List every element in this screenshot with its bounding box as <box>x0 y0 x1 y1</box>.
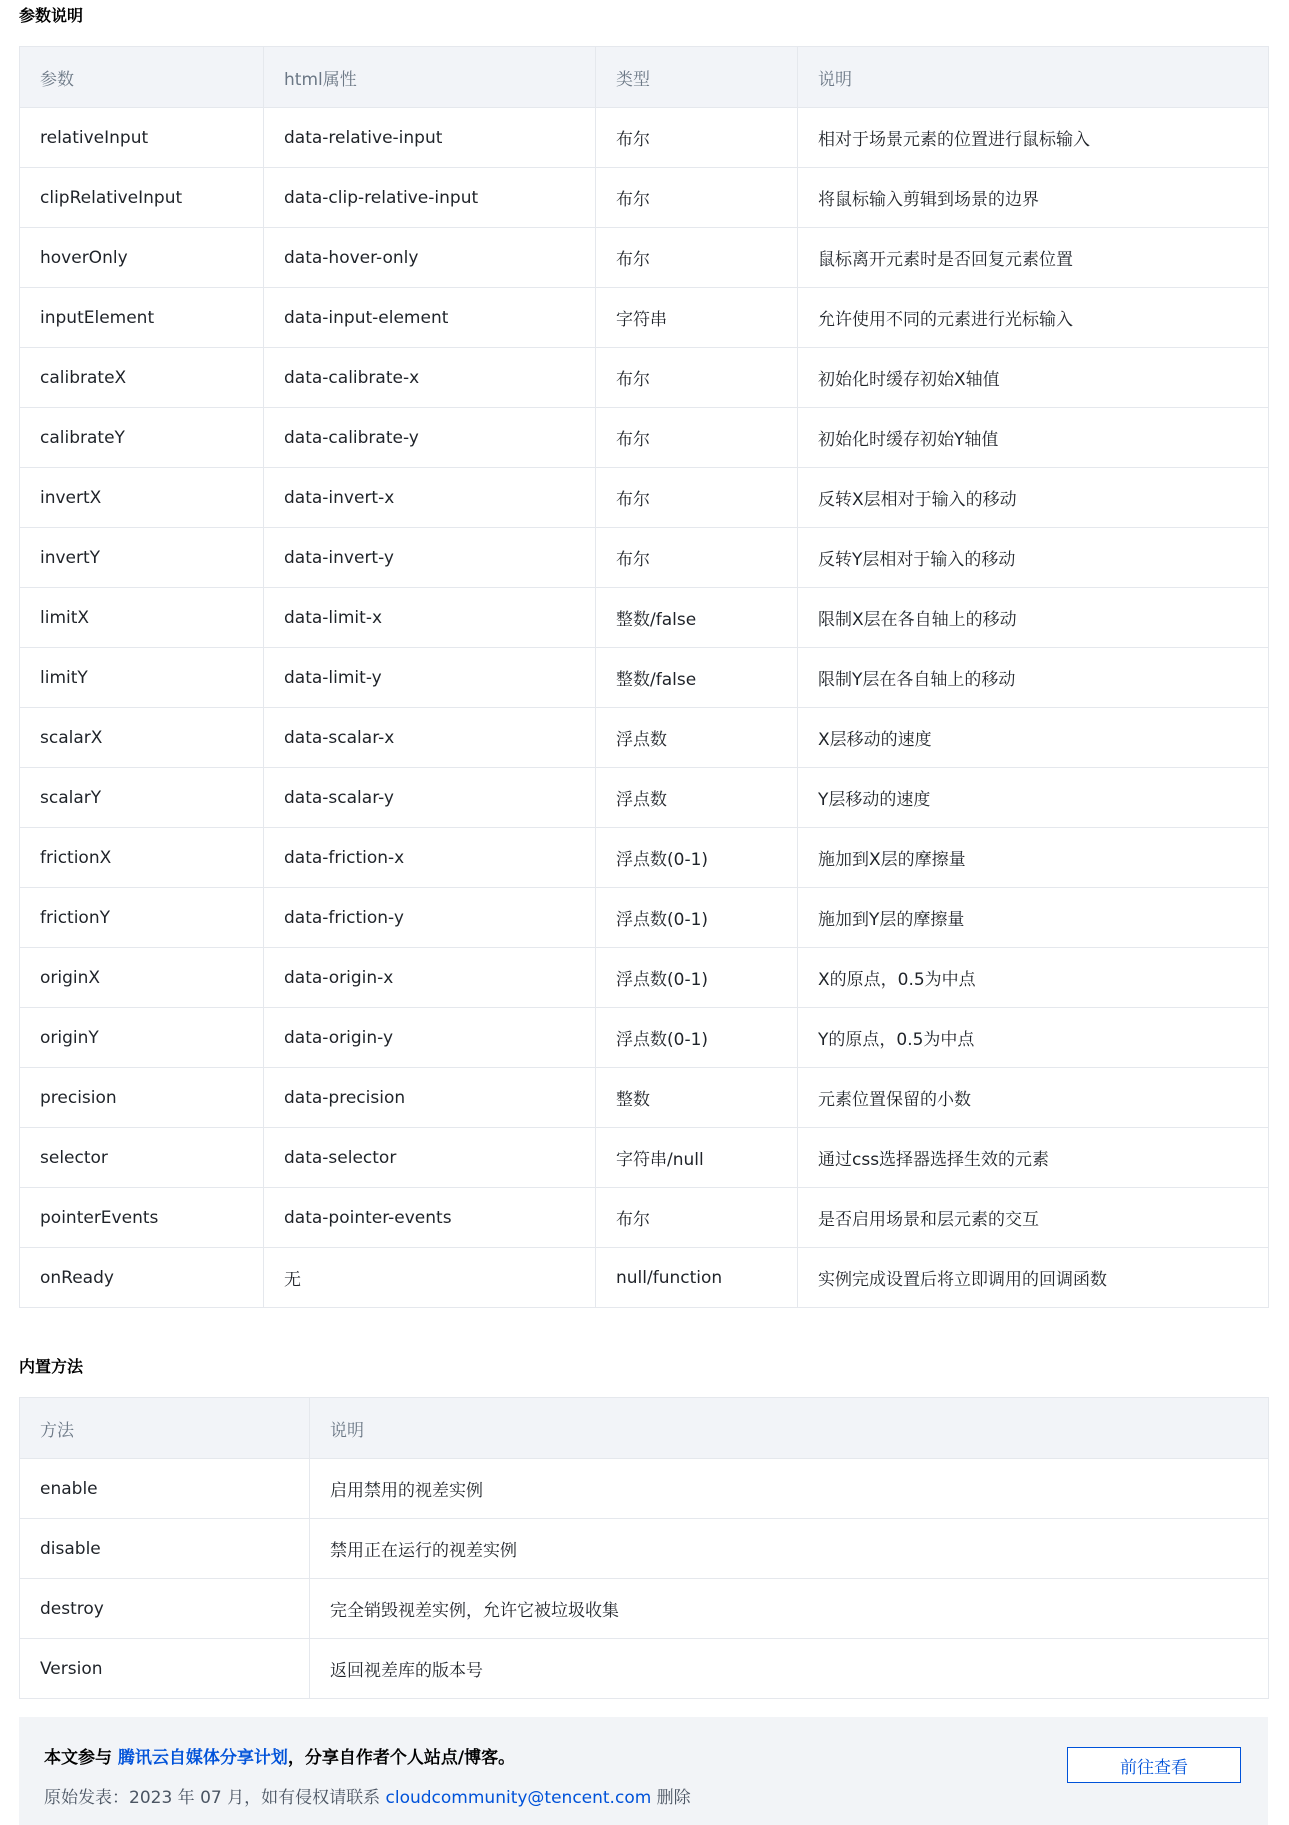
publish-prefix: 原始发表：2023 年 07 月，如有侵权请联系 <box>44 1788 386 1808</box>
header-method: 方法 <box>20 1398 310 1459</box>
method-name-cell: enable <box>20 1459 310 1519</box>
table-row <box>20 1248 1269 1308</box>
html-attr-cell: data-input-element <box>264 288 596 348</box>
table-row <box>20 1459 1269 1519</box>
type-cell: 字符串 <box>596 288 798 348</box>
table-row <box>20 1008 1269 1068</box>
header-type: 类型 <box>596 47 798 108</box>
view-original-button[interactable]: 前往查看 <box>1067 1747 1241 1783</box>
table-row <box>20 1579 1269 1639</box>
description-cell: 相对于场景元素的位置进行鼠标输入 <box>798 108 1269 168</box>
html-attr-cell: data-clip-relative-input <box>264 168 596 228</box>
table-row <box>20 648 1269 708</box>
table-row <box>20 288 1269 348</box>
table-row <box>20 1188 1269 1248</box>
original-publish-line <box>44 1783 691 1808</box>
table-row <box>20 168 1269 228</box>
description-cell: 是否启用场景和层元素的交互 <box>798 1188 1269 1248</box>
param-name-cell: hoverOnly <box>20 228 264 288</box>
method-name-cell: Version <box>20 1639 310 1699</box>
param-name-cell: calibrateY <box>20 408 264 468</box>
param-name-cell: invertY <box>20 528 264 588</box>
html-attr-cell: data-invert-x <box>264 468 596 528</box>
params-header-row <box>20 47 1269 108</box>
html-attr-cell: data-hover-only <box>264 228 596 288</box>
html-attr-cell: data-relative-input <box>264 108 596 168</box>
html-attr-cell: data-limit-x <box>264 588 596 648</box>
method-description-cell: 返回视差库的版本号 <box>310 1639 1269 1699</box>
table-row <box>20 1519 1269 1579</box>
source-note-box <box>19 1717 1268 1825</box>
html-attr-cell: data-invert-y <box>264 528 596 588</box>
param-name-cell: limitY <box>20 648 264 708</box>
methods-header-row <box>20 1398 1269 1459</box>
html-attr-cell: data-scalar-x <box>264 708 596 768</box>
description-cell: Y层移动的速度 <box>798 768 1269 828</box>
description-cell: X层移动的速度 <box>798 708 1269 768</box>
html-attr-cell: 无 <box>264 1248 596 1308</box>
html-attr-cell: data-calibrate-y <box>264 408 596 468</box>
description-cell: 初始化时缓存初始Y轴值 <box>798 408 1269 468</box>
type-cell: 布尔 <box>596 348 798 408</box>
description-cell: X的原点，0.5为中点 <box>798 948 1269 1008</box>
description-cell: 反转X层相对于输入的移动 <box>798 468 1269 528</box>
html-attr-cell: data-friction-y <box>264 888 596 948</box>
type-cell: 浮点数 <box>596 768 798 828</box>
type-cell: null/function <box>596 1248 798 1308</box>
header-method-desc: 说明 <box>310 1398 1269 1459</box>
methods-section-title: 内置方法 <box>19 1357 84 1376</box>
description-cell: 限制X层在各自轴上的移动 <box>798 588 1269 648</box>
table-row <box>20 468 1269 528</box>
param-name-cell: frictionY <box>20 888 264 948</box>
type-cell: 布尔 <box>596 108 798 168</box>
table-row <box>20 948 1269 1008</box>
table-row <box>20 108 1269 168</box>
description-cell: 元素位置保留的小数 <box>798 1068 1269 1128</box>
note-prefix: 本文参与 <box>44 1748 118 1768</box>
param-name-cell: invertX <box>20 468 264 528</box>
self-media-plan-link[interactable]: 腾讯云自媒体分享计划 <box>117 1748 288 1768</box>
header-desc: 说明 <box>798 47 1269 108</box>
html-attr-cell: data-friction-x <box>264 828 596 888</box>
header-html-attr: html属性 <box>264 47 596 108</box>
table-row <box>20 708 1269 768</box>
params-section-title: 参数说明 <box>19 6 84 25</box>
param-name-cell: clipRelativeInput <box>20 168 264 228</box>
type-cell: 布尔 <box>596 228 798 288</box>
param-name-cell: scalarX <box>20 708 264 768</box>
description-cell: 通过css选择器选择生效的元素 <box>798 1128 1269 1188</box>
type-cell: 浮点数(0-1) <box>596 828 798 888</box>
methods-table <box>19 1397 1269 1699</box>
table-row <box>20 768 1269 828</box>
param-name-cell: onReady <box>20 1248 264 1308</box>
table-row <box>20 348 1269 408</box>
param-name-cell: inputElement <box>20 288 264 348</box>
table-row <box>20 1639 1269 1699</box>
html-attr-cell: data-calibrate-x <box>264 348 596 408</box>
publish-suffix: 删除 <box>651 1788 691 1808</box>
html-attr-cell: data-origin-x <box>264 948 596 1008</box>
table-row <box>20 1068 1269 1128</box>
description-cell: 实例完成设置后将立即调用的回调函数 <box>798 1248 1269 1308</box>
param-name-cell: originY <box>20 1008 264 1068</box>
param-name-cell: pointerEvents <box>20 1188 264 1248</box>
header-param: 参数 <box>20 47 264 108</box>
table-row <box>20 828 1269 888</box>
table-row <box>20 888 1269 948</box>
type-cell: 布尔 <box>596 408 798 468</box>
param-name-cell: calibrateX <box>20 348 264 408</box>
params-table <box>19 46 1269 1308</box>
description-cell: 初始化时缓存初始X轴值 <box>798 348 1269 408</box>
description-cell: 鼠标离开元素时是否回复元素位置 <box>798 228 1269 288</box>
description-cell: 将鼠标输入剪辑到场景的边界 <box>798 168 1269 228</box>
param-name-cell: scalarY <box>20 768 264 828</box>
type-cell: 浮点数(0-1) <box>596 948 798 1008</box>
html-attr-cell: data-pointer-events <box>264 1188 596 1248</box>
type-cell: 布尔 <box>596 168 798 228</box>
type-cell: 浮点数 <box>596 708 798 768</box>
type-cell: 整数/false <box>596 588 798 648</box>
description-cell: 反转Y层相对于输入的移动 <box>798 528 1269 588</box>
type-cell: 浮点数(0-1) <box>596 1008 798 1068</box>
param-name-cell: originX <box>20 948 264 1008</box>
param-name-cell: frictionX <box>20 828 264 888</box>
html-attr-cell: data-origin-y <box>264 1008 596 1068</box>
html-attr-cell: data-precision <box>264 1068 596 1128</box>
table-row <box>20 228 1269 288</box>
param-name-cell: relativeInput <box>20 108 264 168</box>
type-cell: 字符串/null <box>596 1128 798 1188</box>
table-row <box>20 588 1269 648</box>
type-cell: 布尔 <box>596 1188 798 1248</box>
html-attr-cell: data-selector <box>264 1128 596 1188</box>
note-suffix: ，分享自作者个人站点/博客。 <box>287 1748 516 1768</box>
type-cell: 布尔 <box>596 468 798 528</box>
param-name-cell: selector <box>20 1128 264 1188</box>
table-row <box>20 528 1269 588</box>
table-row <box>20 408 1269 468</box>
description-cell: 允许使用不同的元素进行光标输入 <box>798 288 1269 348</box>
contact-email-link[interactable]: cloudcommunity@tencent.com <box>385 1788 652 1808</box>
method-description-cell: 完全销毁视差实例，允许它被垃圾收集 <box>310 1579 1269 1639</box>
method-name-cell: disable <box>20 1519 310 1579</box>
description-cell: 限制Y层在各自轴上的移动 <box>798 648 1269 708</box>
param-name-cell: limitX <box>20 588 264 648</box>
description-cell: Y的原点，0.5为中点 <box>798 1008 1269 1068</box>
source-note-line <box>44 1743 515 1768</box>
type-cell: 整数/false <box>596 648 798 708</box>
html-attr-cell: data-limit-y <box>264 648 596 708</box>
html-attr-cell: data-scalar-y <box>264 768 596 828</box>
method-description-cell: 禁用正在运行的视差实例 <box>310 1519 1269 1579</box>
table-row <box>20 1128 1269 1188</box>
method-description-cell: 启用禁用的视差实例 <box>310 1459 1269 1519</box>
type-cell: 布尔 <box>596 528 798 588</box>
param-name-cell: precision <box>20 1068 264 1128</box>
method-name-cell: destroy <box>20 1579 310 1639</box>
description-cell: 施加到X层的摩擦量 <box>798 828 1269 888</box>
type-cell: 整数 <box>596 1068 798 1128</box>
type-cell: 浮点数(0-1) <box>596 888 798 948</box>
description-cell: 施加到Y层的摩擦量 <box>798 888 1269 948</box>
